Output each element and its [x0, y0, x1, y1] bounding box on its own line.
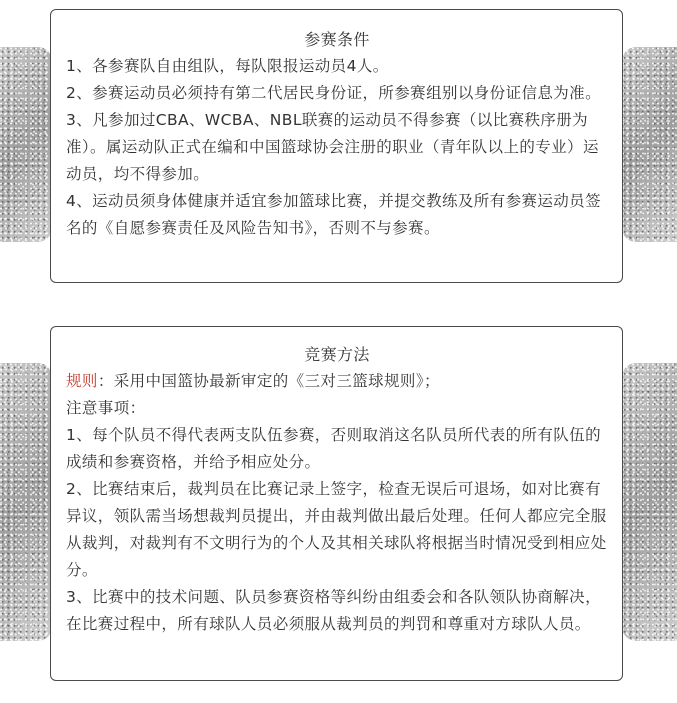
- glitter-decoration-right-1: [622, 47, 677, 242]
- competition-method-section: [50, 326, 623, 681]
- glitter-decoration-left-1: [0, 47, 52, 242]
- notes-heading: 注意事项：: [66, 399, 146, 417]
- rules-label: 规则: [66, 372, 98, 390]
- eligibility-item-2: 2、参赛运动员必须持有第二代居民身份证，所参赛组别以身份证信息为准。: [66, 84, 601, 102]
- notes-item-2: 2、比赛结束后，裁判员在比赛记录上签字，检查无误后可退场，如对比赛有异议，领队需当场想裁判员提出，并由裁判做出最后处理。任何人都应完全服从裁判，对裁判有不文明行为的个人及其相关球队将根据当时情况受到相应处分。: [66, 480, 607, 579]
- glitter-decoration-left-2: [0, 363, 52, 641]
- eligibility-title: 参赛条件: [304, 30, 370, 49]
- notes-item-3: 3、比赛中的技术问题、队员参赛资格等纠纷由组委会和各队领队协商解决，在比赛过程中，所有球队人员必须服从裁判员的判罚和尊重对方球队人员。: [66, 588, 601, 633]
- competition-method-title: 竞赛方法: [304, 345, 370, 364]
- rules-text: ：采用中国篮协最新审定的《三对三篮球规则》；: [97, 372, 440, 390]
- eligibility-section: [50, 9, 623, 283]
- eligibility-item-1: 1、各参赛队自由组队，每队限报运动员4人。: [66, 57, 389, 75]
- glitter-decoration-right-2: [622, 363, 677, 641]
- rules-line: [66, 368, 608, 395]
- eligibility-item-4: 4、运动员须身体健康并适宜参加篮球比赛，并提交教练及所有参赛运动员签名的《自愿参赛责任及风险告知书》，否则不与参赛。: [66, 192, 601, 237]
- eligibility-item-3: 3、凡参加过CBA、WCBA、NBL联赛的运动员不得参赛（以比赛秩序册为准）。属运动队正式在编和中国篮球协会注册的职业（青年队以上的专业）运动员，均不得参加。: [66, 111, 599, 183]
- notes-item-1: 1、每个队员不得代表两支队伍参赛，否则取消这名队员所代表的所有队伍的成绩和参赛资格，并给予相应处分。: [66, 426, 601, 471]
